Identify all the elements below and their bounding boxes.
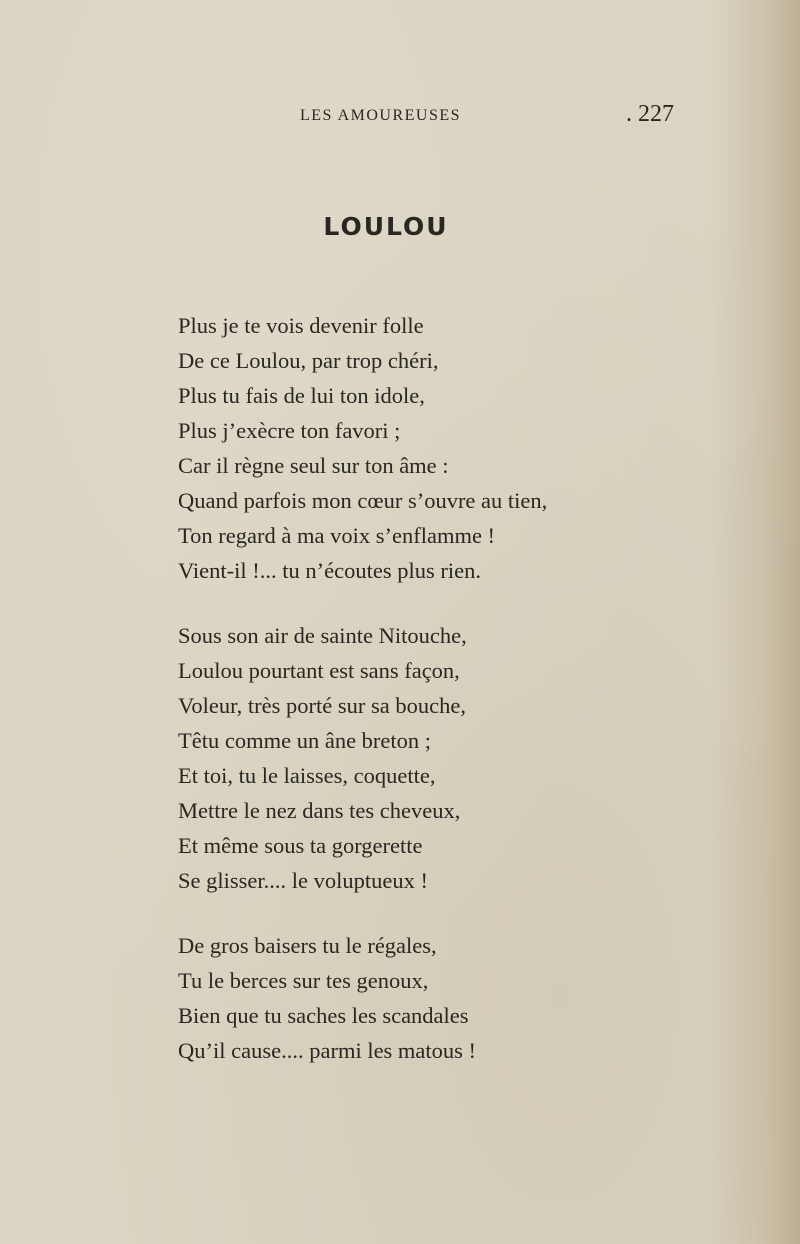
running-title: LES AMOUREUSES (300, 107, 462, 124)
poem-line: Plus j’exècre ton favori ; (178, 418, 401, 443)
page-edge-shading (710, 0, 800, 1244)
poem-line: Loulou pourtant est sans façon, (178, 658, 460, 683)
poem-line: Se glisser.... le voluptueux ! (178, 868, 428, 893)
poem-line: Sous son air de sainte Nitouche, (178, 623, 467, 648)
poem-title: LOULOU (323, 212, 449, 241)
poem-line: Plus je te vois devenir folle (178, 313, 424, 338)
poem-line: Ton regard à ma voix s’enflamme ! (178, 523, 496, 548)
stanza-1 (178, 308, 547, 588)
stanza-3 (178, 928, 476, 1068)
poem-line: Et toi, tu le laisses, coquette, (178, 763, 436, 788)
poem-line: Plus tu fais de lui ton idole, (178, 383, 425, 408)
poem-line: De ce Loulou, par trop chéri, (178, 348, 439, 373)
poem-line: Vient-il !... tu n’écoutes plus rien. (178, 558, 481, 583)
poem-line: Quand parfois mon cœur s’ouvre au tien, (178, 488, 548, 513)
poem-line: Mettre le nez dans tes cheveux, (178, 798, 461, 823)
poem-line: Car il règne seul sur ton âme : (178, 453, 449, 478)
poem-line: Têtu comme un âne breton ; (178, 728, 432, 753)
page-number: . 227 (626, 101, 674, 127)
poem-line: Tu le berces sur tes genoux, (178, 968, 429, 993)
poem-line: Voleur, très porté sur sa bouche, (178, 693, 466, 718)
poem-line: Qu’il cause.... parmi les matous ! (178, 1038, 477, 1063)
poem-line: Bien que tu saches les scandales (178, 1003, 469, 1028)
stanza-2 (178, 618, 467, 898)
poem-line: Et même sous ta gorgerette (178, 833, 423, 858)
poem-line: De gros baisers tu le régales, (178, 933, 437, 958)
running-header (0, 103, 800, 133)
